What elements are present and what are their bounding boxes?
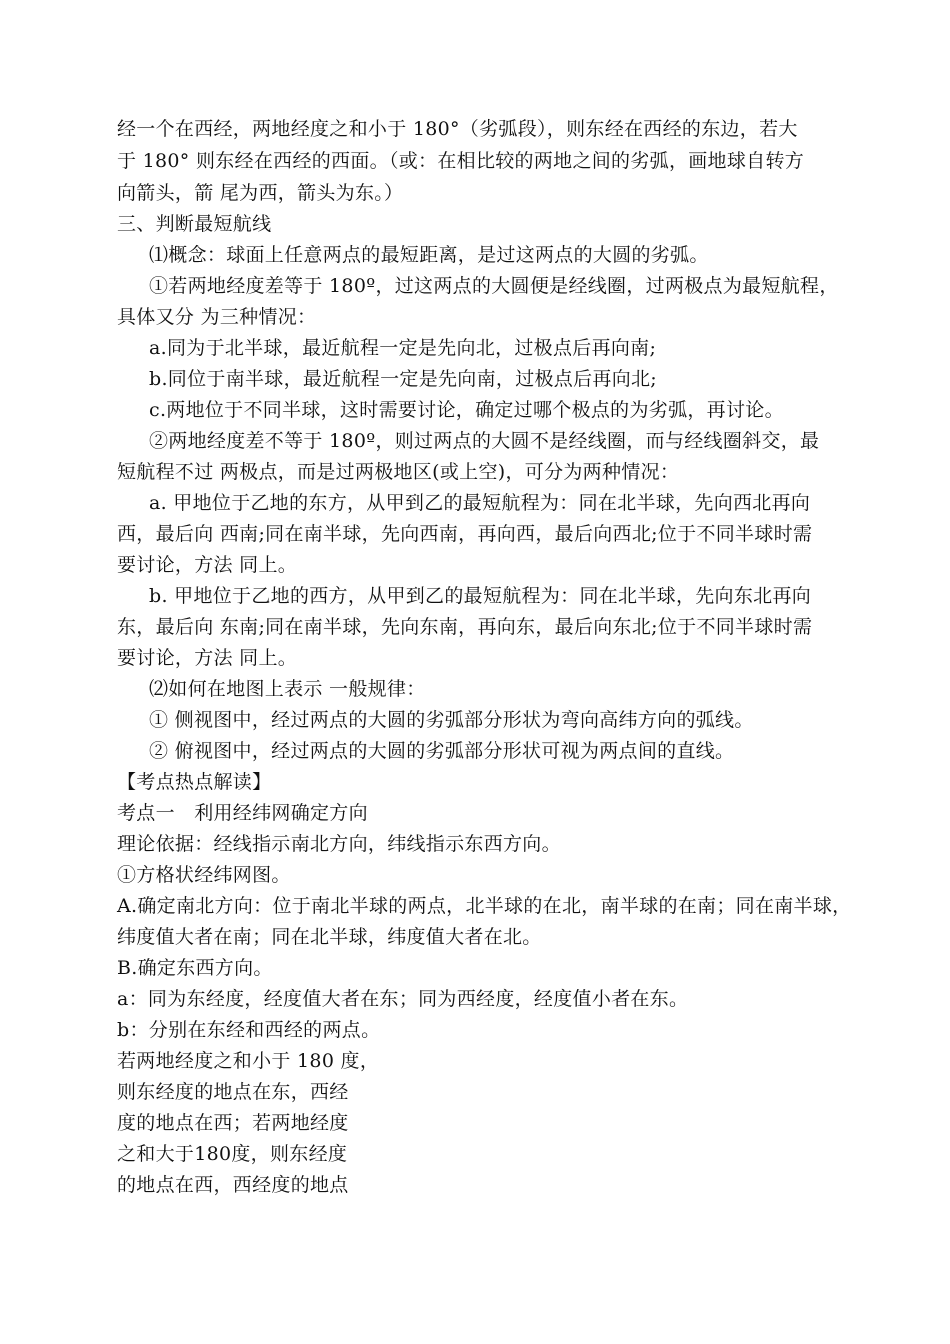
text-line: 理论依据：经线指示南北方向，纬线指示东西方向。 — [117, 833, 561, 855]
text-line: c.两地位于不同半球，这时需要讨论，确定过哪个极点的为劣弧，再讨论。 — [149, 399, 784, 421]
text-line: ①若两地经度差等于 180º，过这两点的大圆便是经线圈，过两极点为最短航程， — [149, 275, 839, 297]
text-line: 要讨论，方法 同上。 — [117, 554, 298, 576]
text-line: 短航程不过 两极点，而是过两极地区(或上空)，可分为两种情况： — [117, 461, 680, 483]
text-line: b. 甲地位于乙地的西方，从甲到乙的最短航程为：同在北半球，先向东北再向 — [149, 585, 812, 607]
text-line: 东，最后向 东南;同在南半球，先向东南，再向东，最后向东北;位于不同半球时需 — [117, 616, 813, 638]
text-line: ① 侧视图中，经过两点的大圆的劣弧部分形状为弯向高纬方向的弧线。 — [149, 709, 754, 731]
text-line: 于 180° 则东经在西经的西面。（或：在相比较的两地之间的劣弧，画地球自转方 — [117, 150, 805, 172]
text-line: ⑵如何在地图上表示 一般规律： — [149, 678, 426, 700]
text-line: 纬度值大者在南；同在北半球，纬度值大者在北。 — [117, 926, 542, 948]
text-line: ② 俯视图中，经过两点的大圆的劣弧部分形状可视为两点间的直线。 — [149, 740, 735, 762]
text-line: 具体又分 为三种情况： — [117, 306, 317, 328]
text-line: b：分别在东经和西经的两点。 — [117, 1019, 381, 1041]
section-heading: 【考点热点解读】 — [117, 771, 272, 793]
subsection-heading: 考点一 利用经纬网确定方向 — [117, 802, 368, 824]
text-line: A.确定南北方向：位于南北半球的两点，北半球的在北，南半球的在南；同在南半球， — [117, 895, 852, 917]
text-line: a：同为东经度，经度值大者在东；同为西经度，经度值小者在东。 — [117, 988, 689, 1010]
text-line: B.确定东西方向。 — [117, 957, 273, 979]
text-line: a.同为于北半球，最近航程一定是先向北，过极点后再向南; — [149, 337, 657, 359]
text-line: 要讨论，方法 同上。 — [117, 647, 298, 669]
text-line: 之和大于180度，则东经度 — [117, 1143, 348, 1165]
text-line: 向箭头，箭 尾为西，箭头为东。） — [117, 182, 404, 204]
text-line: 西，最后向 西南;同在南半球，先向西南，再向西，最后向西北;位于不同半球时需 — [117, 523, 813, 545]
text-line: 则东经度的地点在东，西经 — [117, 1081, 349, 1103]
text-line: 度的地点在西；若两地经度 — [117, 1112, 349, 1134]
text-line: 若两地经度之和小于 180 度， — [117, 1050, 380, 1072]
text-line: 的地点在西，西经度的地点 — [117, 1174, 349, 1196]
section-heading: 三、判断最短航线 — [117, 213, 272, 235]
text-line: a. 甲地位于乙地的东方，从甲到乙的最短航程为：同在北半球，先向西北再向 — [149, 492, 811, 514]
text-line: ⑴概念：球面上任意两点的最短距离，是过这两点的大圆的劣弧。 — [149, 244, 709, 266]
text-line: ②两地经度差不等于 180º，则过两点的大圆不是经线圈，而与经线圈斜交，最 — [149, 430, 820, 452]
text-line: 经一个在西经，两地经度之和小于 180°（劣弧段），则东经在西经的东边，若大 — [117, 118, 798, 140]
text-line: ①方格状经纬网图。 — [117, 864, 291, 886]
text-line: b.同位于南半球，最近航程一定是先向南，过极点后再向北; — [149, 368, 658, 390]
